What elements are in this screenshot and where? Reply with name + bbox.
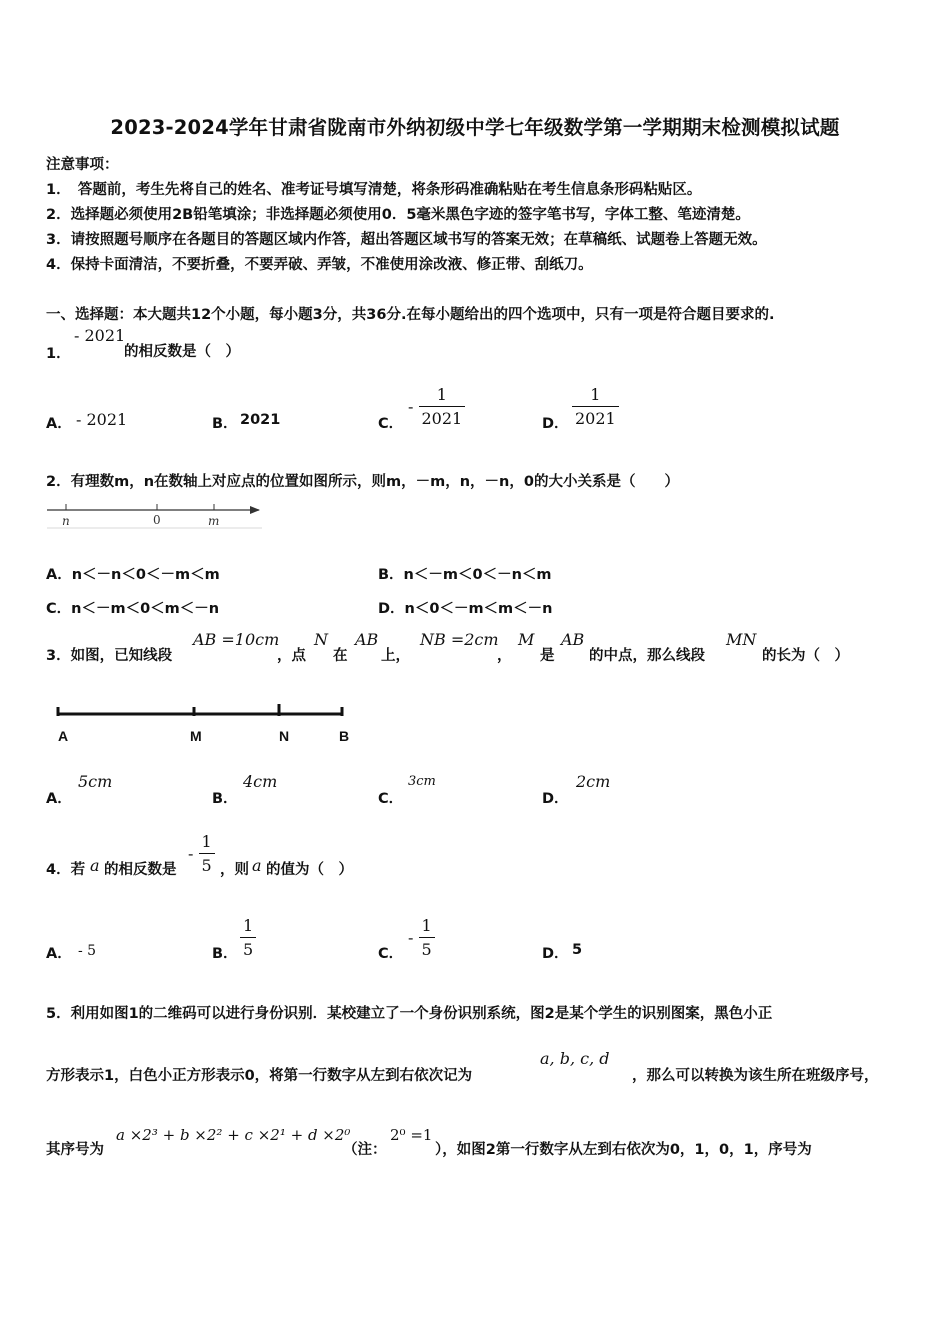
q2-number-line — [44, 500, 266, 532]
q1-option-a-label: A． — [46, 416, 72, 432]
q1-option-b-value: 2021 — [240, 412, 281, 428]
q4-fraction-value — [188, 832, 215, 875]
notice-item-1: 1． 答题前，考生先将自己的姓名、准考证号填写清楚，将条形码准确粘贴在考生信息条形码粘贴区。 — [46, 182, 702, 198]
q4-option-c-fraction — [419, 916, 435, 959]
q3-option-b-value: 4cm — [243, 772, 278, 791]
q4-option-a-value: - 5 — [78, 943, 97, 959]
fraction-denominator: 2021 — [572, 406, 619, 428]
q3-text-6: 是 — [540, 648, 555, 664]
q3-option-d-label: D． — [542, 791, 569, 807]
q4-option-c-sign: - — [408, 928, 414, 947]
q3-text-3: 在 — [333, 648, 348, 664]
q4-var-a-2: a — [252, 856, 262, 875]
fraction-numerator: 1 — [436, 385, 447, 404]
q1-option-a-value: - 2021 — [76, 410, 128, 429]
q1-expression: - 2021 — [74, 326, 126, 345]
notice-heading: 注意事项： — [46, 157, 119, 173]
q5-variables: a, b, c, d — [540, 1049, 610, 1068]
fraction-denominator: 5 — [199, 853, 215, 875]
q2-option-c: C．n＜－m＜0＜m＜－n — [46, 601, 220, 617]
q5-formula: a ×2³ + b ×2² + c ×2¹ + d ×2⁰ — [116, 1126, 351, 1144]
q3-text-5: ， — [497, 648, 512, 664]
q3-option-c-label: C． — [378, 791, 404, 807]
q1-option-c-value — [408, 385, 465, 428]
q4-text-2: 的相反数是 — [104, 862, 177, 878]
notice-item-4: 4．保持卡面清洁，不要折叠，不要弄破、弄皱，不准使用涂改液、修正带、刮纸刀。 — [46, 257, 593, 273]
axis-label-m: m — [208, 514, 220, 528]
fraction-numerator: 1 — [201, 832, 212, 851]
q2-option-d: D．n＜0＜－m＜m＜－n — [378, 601, 553, 617]
segment-label-n: N — [279, 728, 290, 744]
section-heading: 一、选择题：本大题共12个小题，每小题3分，共36分.在每小题给出的四个选项中，只有一项是符合题目要求的. — [46, 307, 775, 323]
q2-text: 2．有理数m，n在数轴上对应点的位置如图所示，则m，－m，n，－n，0的大小关系是（ ） — [46, 474, 679, 490]
q4-text-1: 4．若 — [46, 862, 86, 878]
q4-option-b-value — [240, 916, 256, 959]
fraction-denominator: 2021 — [419, 406, 466, 428]
q1-option-d-label: D． — [542, 416, 569, 432]
q4-fraction-sign: - — [188, 844, 194, 863]
q5-line-2-end: ，那么可以转换为该生所在班级序号， — [632, 1068, 879, 1084]
q1-number: 1． — [46, 346, 71, 362]
q3-segment-figure — [52, 702, 356, 748]
q3-option-d-value: 2cm — [576, 772, 611, 791]
q3-option-c-value: 3cm — [408, 774, 436, 789]
q1-option-b-label: B． — [212, 416, 238, 432]
q5-note-formula: 2⁰ =1 — [390, 1126, 433, 1144]
q3-expr-ab3: AB — [561, 630, 585, 649]
q3-option-a-label: A． — [46, 791, 72, 807]
q5-line-3-end: ），如图2第一行数字从左到右依次为0，1，0，1，序号为 — [435, 1142, 812, 1158]
page-title: 2023-2024学年甘肃省陇南市外纳初级中学七年级数学第一学期期末检测模拟试题 — [110, 116, 840, 139]
fraction-denominator: 5 — [240, 937, 256, 959]
q5-line-3-start: 其序号为 — [46, 1142, 104, 1158]
q4-option-b-label: B． — [212, 946, 238, 962]
q4-option-d-value: 5 — [572, 942, 583, 958]
q4-option-b-fraction — [240, 916, 256, 959]
q5-line-2-start: 方形表示1，白色小正方形表示0，将第一行数字从左到右依次记为 — [46, 1068, 473, 1084]
q1-option-d-fraction — [572, 385, 619, 428]
q4-var-a: a — [90, 856, 100, 875]
q3-expr-ab2: AB — [355, 630, 379, 649]
q4-text-3: ，则 — [220, 862, 249, 878]
fraction-numerator: 1 — [243, 916, 254, 935]
q3-expr-m: M — [518, 630, 535, 649]
q1-option-c-fraction — [419, 385, 466, 428]
notice-item-2: 2．选择题必须使用2B铅笔填涂；非选择题必须使用0．5毫米黑色字迹的签字笔书写，字体工整、笔迹清楚。 — [46, 207, 750, 223]
q3-expr-ab: AB =10cm — [193, 630, 280, 649]
q4-option-c-value — [408, 916, 435, 959]
q1-option-c-sign: - — [408, 397, 414, 416]
axis-label-n: n — [62, 514, 70, 528]
q3-expr-n: N — [314, 630, 328, 649]
q4-option-c-label: C． — [378, 946, 404, 962]
q3-text-2: ，点 — [277, 648, 306, 664]
segment-label-m: M — [190, 728, 202, 744]
q4-text-4: 的值为（ ） — [266, 862, 353, 878]
q1-option-c-label: C． — [378, 416, 404, 432]
q1-option-d-value — [572, 385, 619, 428]
q3-option-a-value: 5cm — [78, 772, 113, 791]
q5-line-1: 5．利用如图1的二维码可以进行身份识别．某校建立了一个身份识别系统，图2是某个学生的识别图案，黑色小正 — [46, 1006, 773, 1022]
q3-text-8: 的长为（ ） — [762, 648, 849, 664]
segment-label-b: B — [339, 728, 350, 744]
q1-text: 的相反数是（ ） — [124, 344, 240, 360]
q3-expr-nb: NB =2cm — [420, 630, 499, 649]
fraction-numerator: 1 — [590, 385, 601, 404]
q4-option-a-label: A． — [46, 946, 72, 962]
q3-expr-mn: MN — [726, 630, 757, 649]
q5-line-3-note-open: （注： — [343, 1142, 387, 1158]
axis-label-zero: 0 — [153, 513, 161, 527]
fraction-denominator: 5 — [419, 937, 435, 959]
segment-label-a: A — [58, 728, 69, 744]
q2-option-a: A．n＜－n＜0＜－m＜m — [46, 567, 220, 583]
q3-text-1: 3．如图，已知线段 — [46, 648, 173, 664]
q4-option-d-label: D． — [542, 946, 569, 962]
q2-option-b: B．n＜－m＜0＜－n＜m — [378, 567, 552, 583]
q3-option-b-label: B． — [212, 791, 238, 807]
q3-text-7: 的中点，那么线段 — [589, 648, 705, 664]
notice-item-3: 3．请按照题号顺序在各题目的答题区域内作答，超出答题区域书写的答案无效；在草稿纸、试题卷上答题无效。 — [46, 232, 767, 248]
q3-text-4: 上， — [381, 648, 410, 664]
fraction-numerator: 1 — [421, 916, 432, 935]
q4-fraction — [199, 832, 215, 875]
